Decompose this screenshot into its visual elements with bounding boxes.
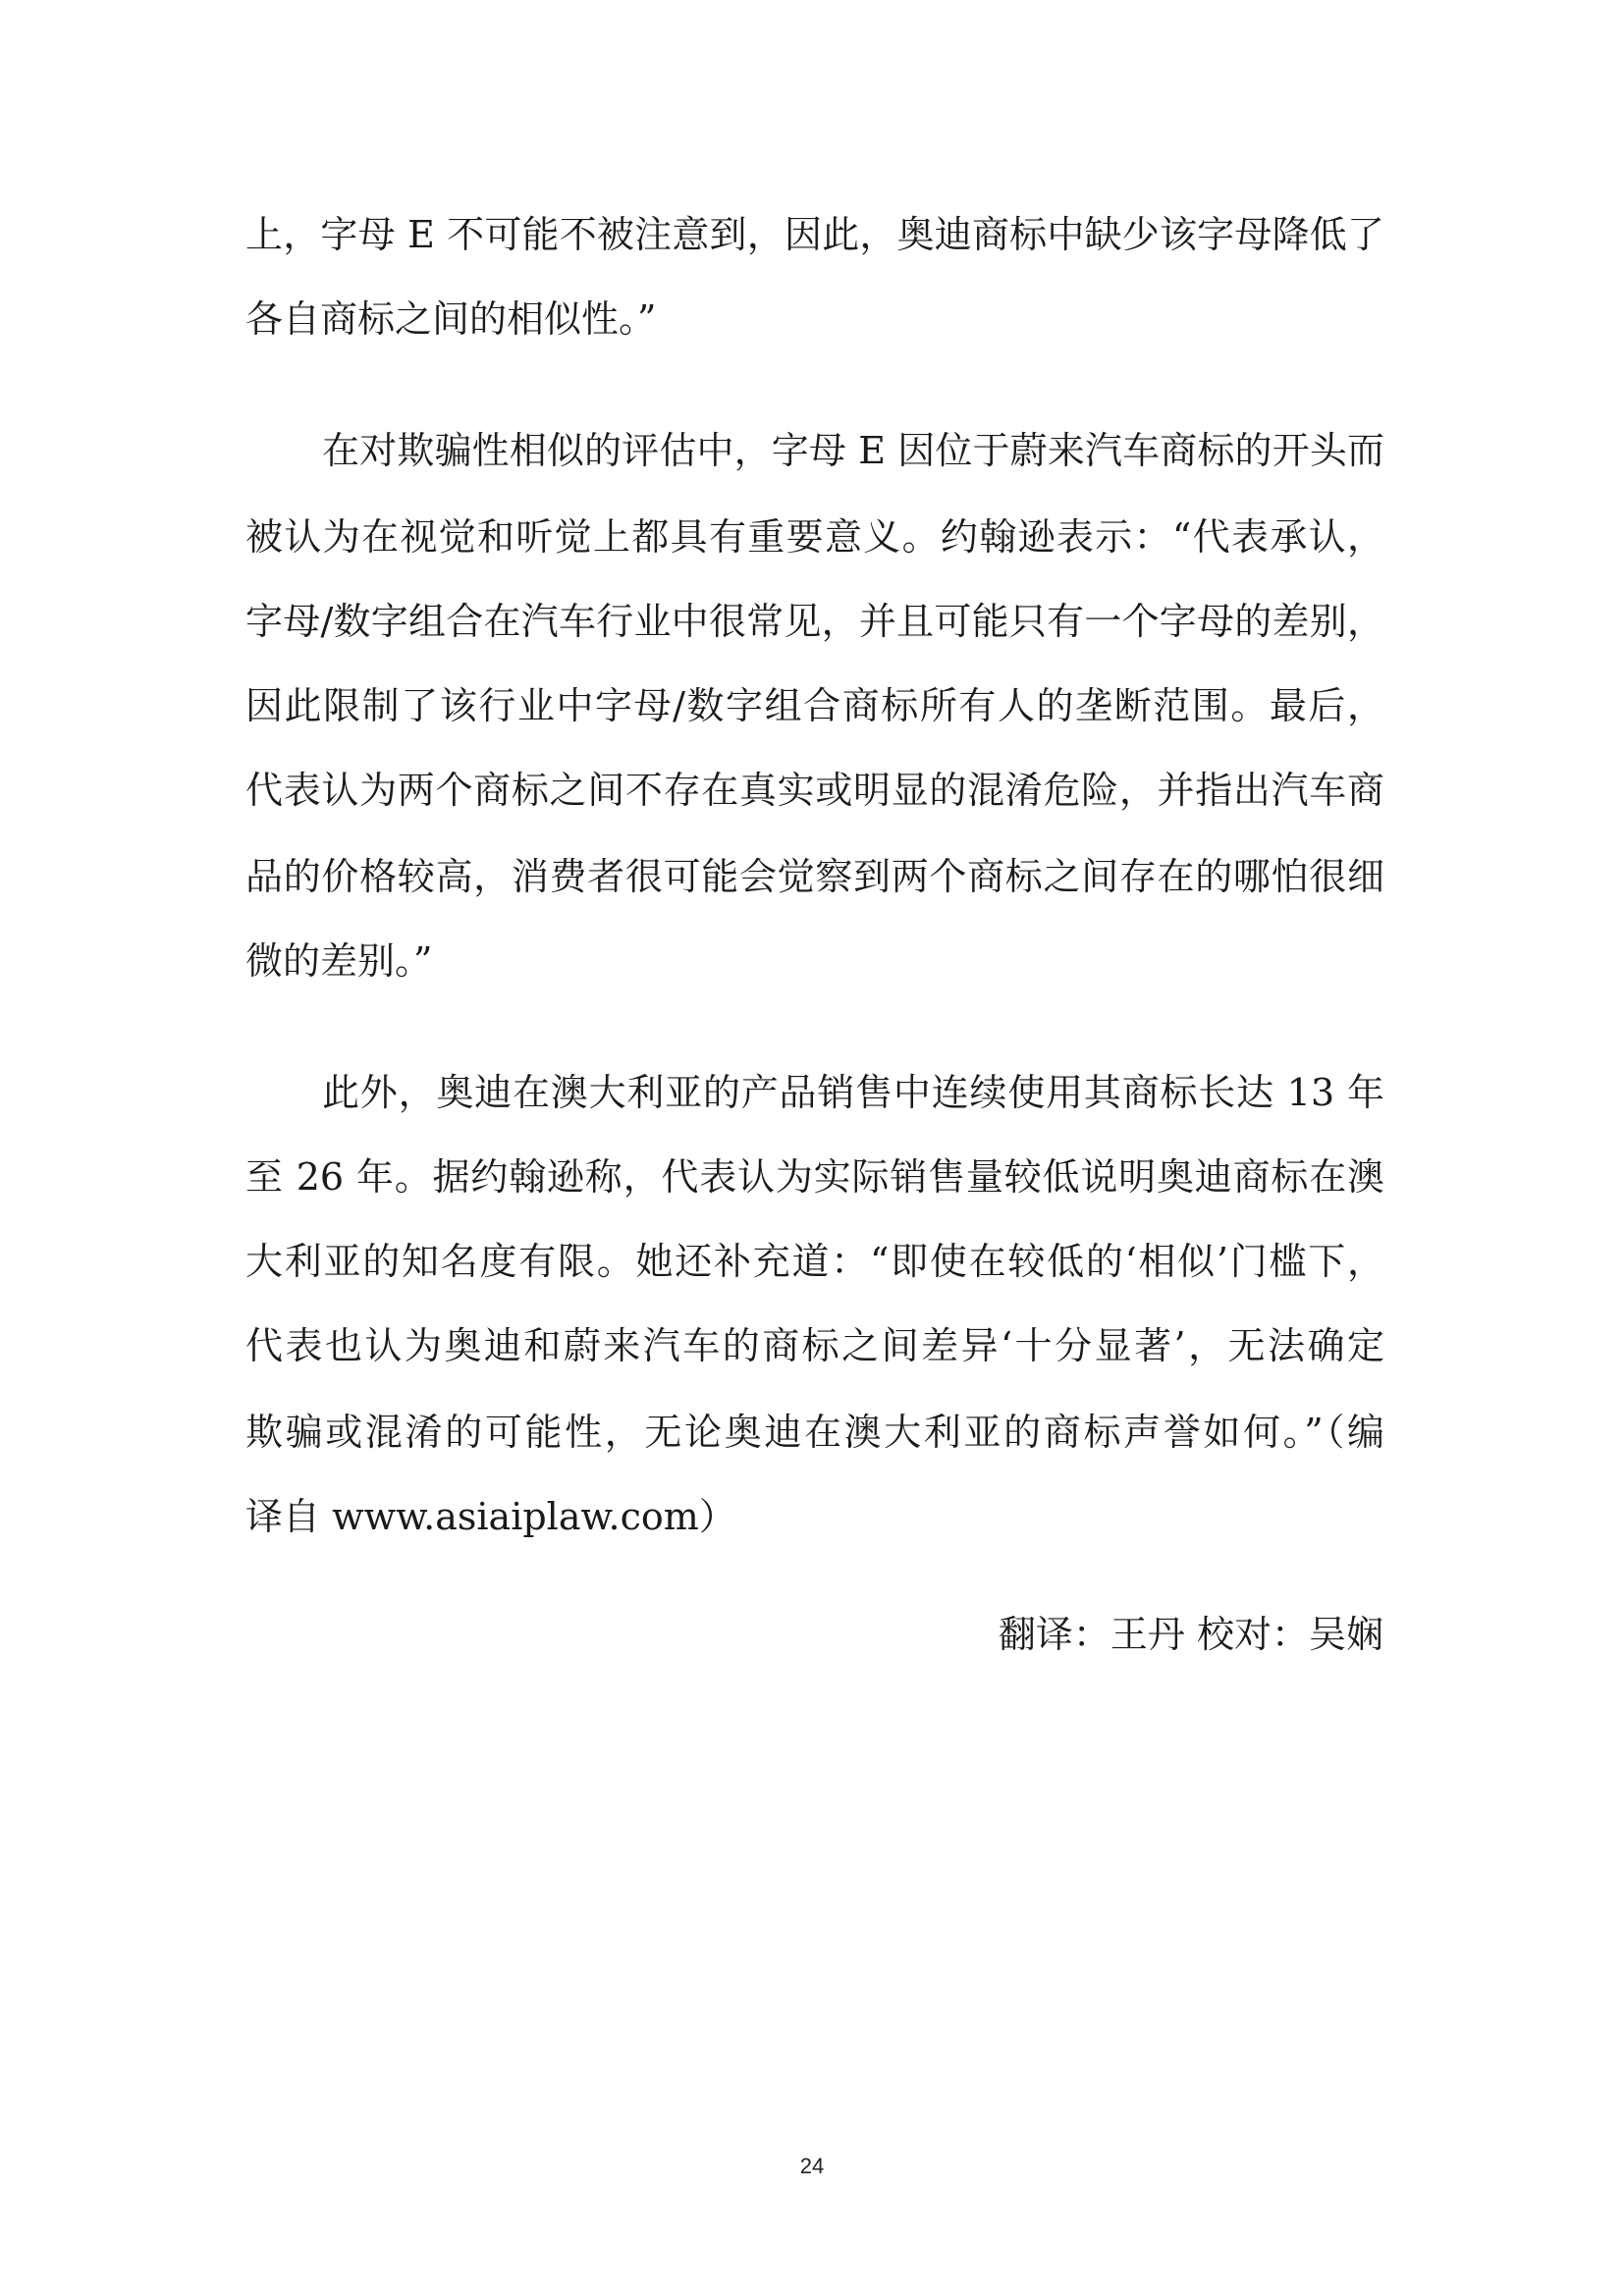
page-number: 24 [799,2154,825,2178]
paragraph-2-line-6: 品的价格较高，消费者很可能会觉察到两个商标之间存在的哪怕很细 [245,855,1384,898]
paragraph-2-line-5: 代表认为两个商标之间不存在真实或明显的混淆危险，并指出汽车商 [245,769,1384,812]
paragraph-2-line-7: 微的差别。” [245,939,433,983]
translator-credit: 翻译：王丹 校对：吴娴 [998,1613,1383,1656]
paragraph-1-line-2: 各自商标之间的相似性。” [245,297,657,341]
paragraph-3-line-3: 大利亚的知名度有限。她还补充道：“即使在较低的‘相似’门槛下， [245,1240,1384,1283]
paragraph-3-line-4: 代表也认为奥迪和蔚来汽车的商标之间差异‘十分显著’，无法确定 [245,1324,1384,1367]
paragraph-3-line-6: 译自 www.asiaiplaw.com） [245,1495,736,1538]
paragraph-2-line-4: 因此限制了该行业中字母/数字组合商标所有人的垄断范围。最后， [245,684,1384,727]
paragraph-3-line-1: 此外，奥迪在澳大利亚的产品销售中连续使用其商标长达 13 年 [322,1071,1384,1114]
paragraph-3-line-5: 欺骗或混淆的可能性，无论奥迪在澳大利亚的商标声誉如何。”（编 [245,1411,1384,1454]
paragraph-2-line-3: 字母/数字组合在汽车行业中很常见，并且可能只有一个字母的差别， [245,600,1384,643]
paragraph-2-line-2: 被认为在视觉和听觉上都具有重要意义。约翰逊表示：“代表承认， [245,515,1384,559]
paragraph-1-line-1: 上，字母 E 不可能不被注意到，因此，奥迪商标中缺少该字母降低了 [245,213,1384,256]
paragraph-3-line-2: 至 26 年。据约翰逊称，代表认为实际销售量较低说明奥迪商标在澳 [245,1155,1384,1199]
paragraph-2-line-1: 在对欺骗性相似的评估中，字母 E 因位于蔚来汽车商标的开头而 [322,429,1384,472]
